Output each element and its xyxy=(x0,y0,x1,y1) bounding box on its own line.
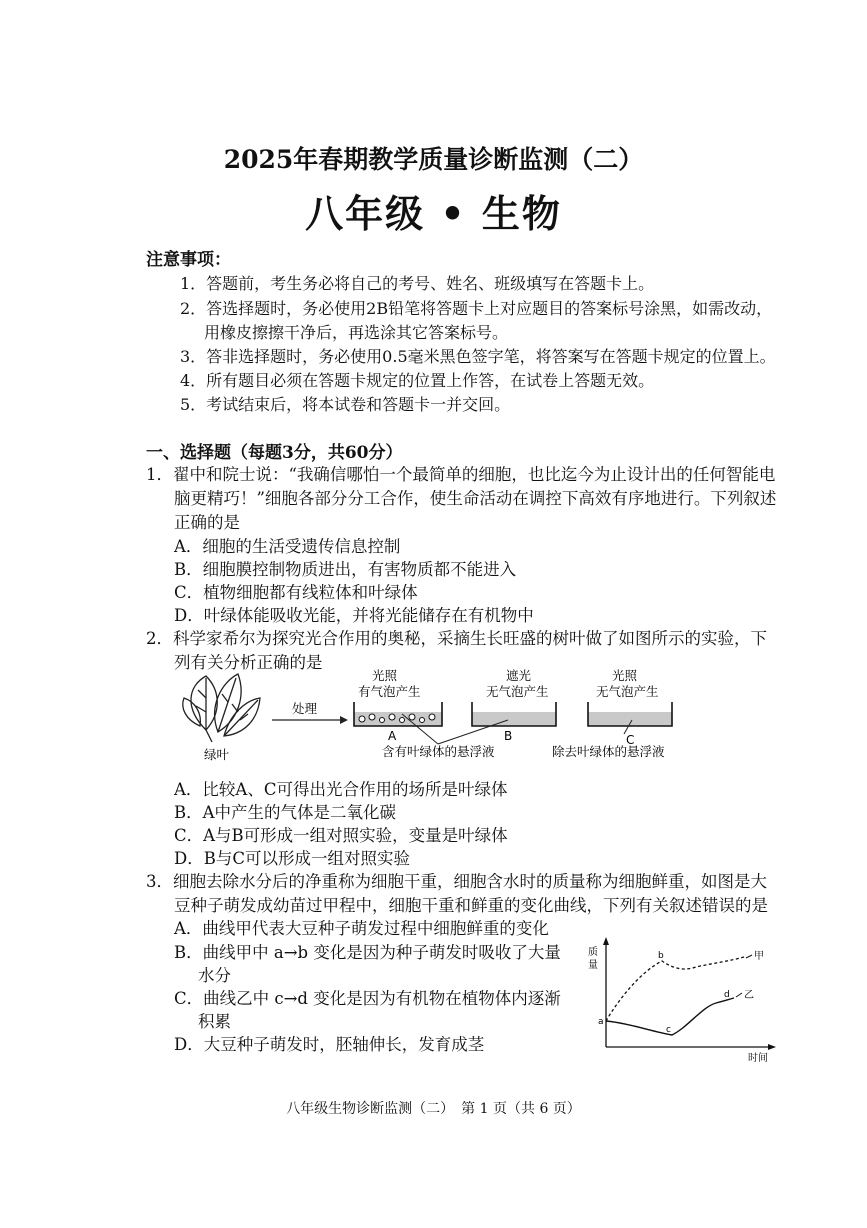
point-d-label: d xyxy=(724,990,730,1000)
question-1-option-d: D．叶绿体能吸收光能，并将光能储存在有机物中 xyxy=(174,606,534,625)
notice-item: 3．答非选择题时，务必使用0.5毫米黑色签字笔，将答案写在答题卡规定的位置上。 xyxy=(180,347,776,366)
question-3-option-c-cont: 积累 xyxy=(198,1012,231,1031)
question-3-option-b: B．曲线甲中 a→b 变化是因为种子萌发时吸收了大量 xyxy=(174,943,561,962)
question-3-text: 豆种子萌发成幼苗过甲程中，细胞干重和鲜重的变化曲线，下列有关叙述错误的是 xyxy=(174,896,768,915)
curve-jia-label: 甲 xyxy=(754,951,764,962)
x-axis-label: 时间 xyxy=(748,1053,768,1064)
beaker-a-result: 有气泡产生 xyxy=(358,684,421,699)
question-2-option-d: D．B与C可以形成一组对照实验 xyxy=(174,849,410,868)
notice-item: 用橡皮擦擦干净后，再选涂其它答案标号。 xyxy=(204,323,509,342)
leaf-label: 绿叶 xyxy=(204,747,230,762)
beaker-b-condition: 遮光 xyxy=(506,668,532,683)
section-heading: 一、选择题（每题3分，共60分） xyxy=(146,443,403,463)
arrow-label: 处理 xyxy=(292,701,318,716)
question-3-option-b-cont: 水分 xyxy=(198,966,231,985)
curve-jia xyxy=(606,957,744,1021)
beaker-c-condition: 光照 xyxy=(612,668,638,683)
question-2-text: 列有关分析正确的是 xyxy=(174,653,323,672)
experiment-figure xyxy=(176,668,686,764)
beaker-a-condition: 光照 xyxy=(372,668,398,683)
question-3-option-c: C．曲线乙中 c→d 变化是因为有机物在植物体内逐渐 xyxy=(174,989,561,1008)
question-1-option-c: C．植物细胞都有线粒体和叶绿体 xyxy=(174,583,418,602)
question-1-text: 1．翟中和院士说：“我确信哪怕一个最简单的细胞，也比迄今为止设计出的任何智能电 xyxy=(146,465,776,484)
page-footer: 八年级生物诊断监测（二） 第 1 页（共 6 页） xyxy=(286,1101,581,1117)
question-3-option-d: D．大豆种子萌发时，胚轴伸长，发育成茎 xyxy=(174,1035,485,1054)
beaker-c-label: C xyxy=(626,733,635,747)
notice-item: 4．所有题目必须在答题卡规定的位置上作答，在试卷上答题无效。 xyxy=(180,371,655,390)
question-1-option-a: A．细胞的生活受遗传信息控制 xyxy=(174,537,401,556)
exam-subject: 八年级 • 生物 xyxy=(305,191,562,236)
question-1-text: 正确的是 xyxy=(174,513,240,532)
caption-c: 除去叶绿体的悬浮液 xyxy=(552,744,665,759)
question-1-option-b: B．细胞膜控制物质进出，有害物质都不能进入 xyxy=(174,560,517,579)
beaker-a-label: A xyxy=(388,729,397,743)
question-2-option-b: B．A中产生的气体是二氧化碳 xyxy=(174,803,397,822)
beaker-b-liquid xyxy=(472,712,556,726)
beaker-a-liquid xyxy=(354,712,442,726)
point-a-label: a xyxy=(598,1017,604,1027)
y-axis-label: 质 xyxy=(588,947,598,958)
mass-time-graph xyxy=(584,935,780,1065)
leaf-drawing xyxy=(183,674,260,742)
question-3-text: 3．细胞去除水分后的净重称为细胞干重，细胞含水时的质量称为细胞鲜重，如图是大 xyxy=(146,872,767,891)
question-2-option-c: C．A与B可形成一组对照实验，变量是叶绿体 xyxy=(174,826,508,845)
point-b-label: b xyxy=(658,951,664,961)
beaker-b-result: 无气泡产生 xyxy=(486,684,549,699)
notice-item: 1．答题前，考生务必将自己的考号、姓名、班级填写在答题卡上。 xyxy=(180,274,655,293)
caption-ab: 含有叶绿体的悬浮液 xyxy=(382,744,495,759)
question-2-option-a: A．比较A、C可得出光合作用的场所是叶绿体 xyxy=(174,780,508,799)
point-c-label: c xyxy=(666,1025,671,1035)
exam-title: 2025年春期教学质量诊断监测（二） xyxy=(223,145,644,174)
beaker-b-label: B xyxy=(504,729,513,743)
notice-heading: 注意事项： xyxy=(146,250,231,270)
arrow-icon xyxy=(340,716,348,724)
notice-item: 2．答选择题时，务必使用2B铅笔将答题卡上对应题目的答案标号涂黑，如需改动， xyxy=(180,299,773,318)
curve-yi-label: 乙 xyxy=(744,990,754,1001)
question-2-text: 2．科学家希尔为探究光合作用的奥秘，采摘生长旺盛的树叶做了如图所示的实验，下 xyxy=(146,629,767,648)
beaker-c-result: 无气泡产生 xyxy=(596,684,659,699)
notice-item: 5．考试结束后，将本试卷和答题卡一并交回。 xyxy=(180,395,511,414)
y-axis-label: 量 xyxy=(588,960,598,971)
question-3-option-a: A．曲线甲代表大豆种子萌发过程中细胞鲜重的变化 xyxy=(174,919,549,938)
question-1-text: 脑更精巧！”细胞各部分分工合作，使生命活动在调控下高效有序地进行。下列叙述 xyxy=(174,489,777,508)
